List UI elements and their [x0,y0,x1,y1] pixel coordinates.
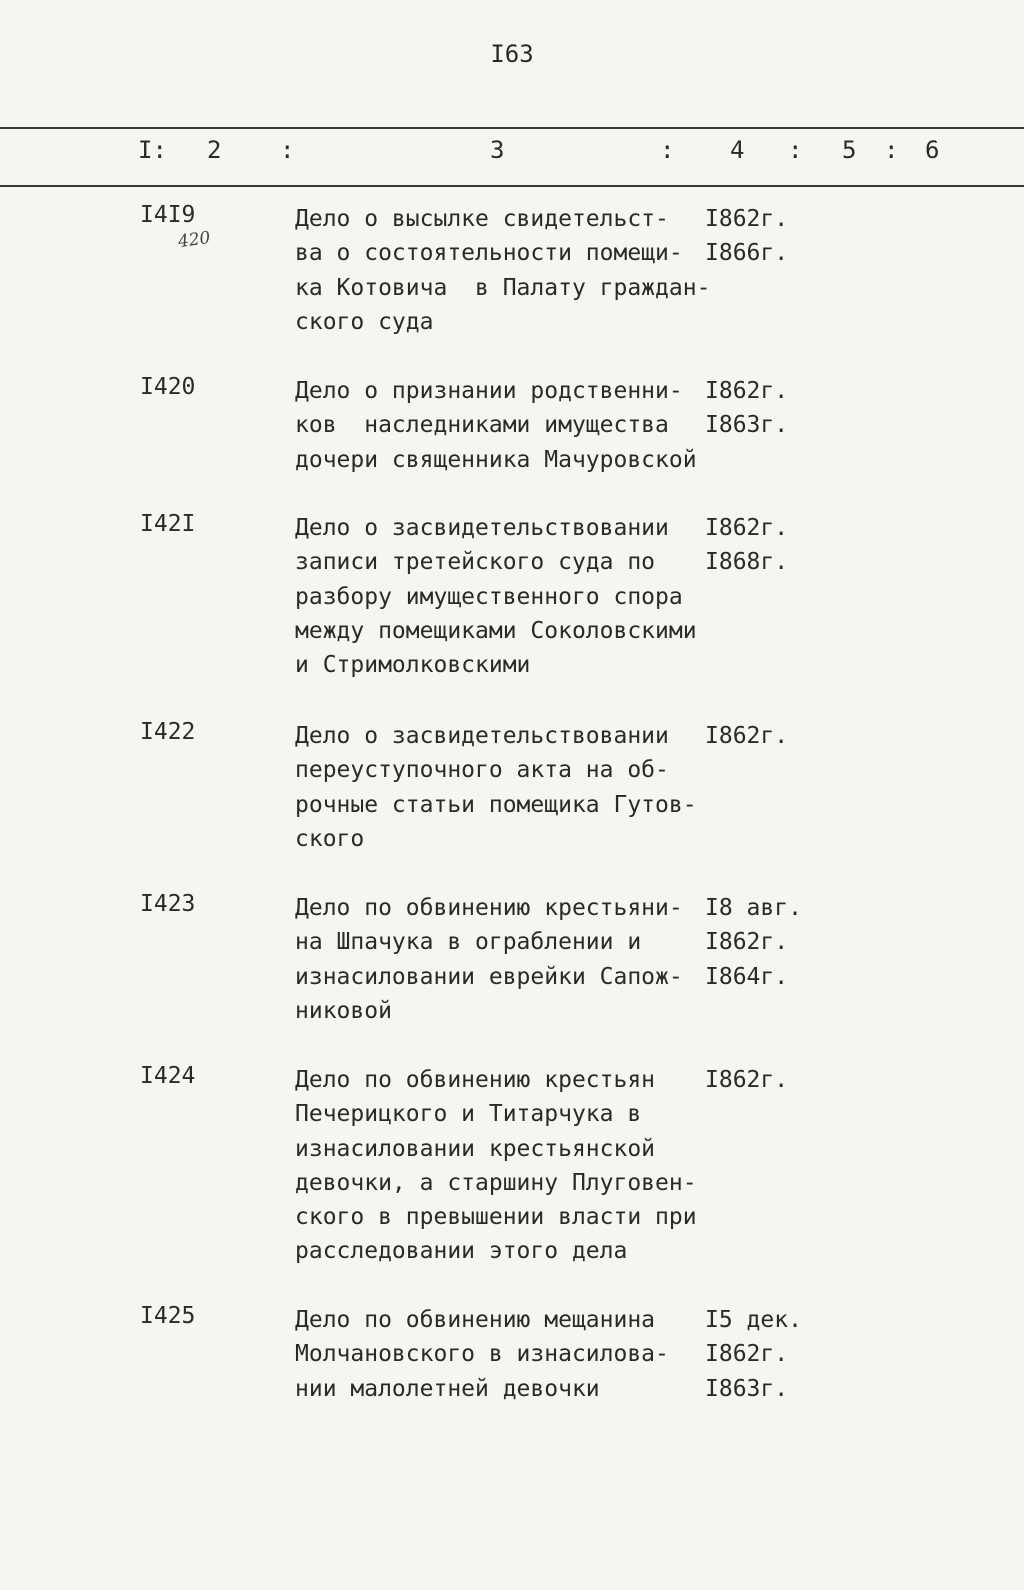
description-line: на Шпачука в ограблении и [295,929,642,956]
description-line: Дело по обвинению крестьян [295,1067,656,1093]
entry-number: I4I9 [140,202,196,228]
entry-description [295,374,715,477]
description-line: изнасиловании еврейки Сапож- [295,963,683,990]
entry-description [295,202,715,339]
column-header-4: 4 [730,136,745,164]
description-line: ского [295,825,365,852]
description-line: Дело о признании родственни- [295,378,683,404]
entry-description [295,1063,715,1269]
entry-description [295,719,715,856]
description-line: Дело о засвидетельствовании [295,723,669,749]
description-line: Дело о засвидетельствовании [295,515,669,541]
column-separator: : [884,136,899,164]
entry-description [295,511,715,682]
date-line: I868г. [705,549,789,576]
description-line: дочери священника Мачуровской [295,446,697,473]
entry-number: I424 [140,1063,196,1089]
column-header-5: 5 [842,136,857,164]
entry-description [295,1303,715,1406]
description-line: девочки, а старшину Плуговен- [295,1169,697,1196]
date-line: I5 дек. [705,1307,802,1333]
entry-dates [705,511,815,580]
entry-number: I42I [140,511,196,537]
description-line: Печерицкого и Титарчука в [295,1101,642,1128]
column-header-2: 2 [207,136,222,164]
description-line: ского суда [295,308,434,335]
date-line: I863г. [705,412,789,439]
entry-dates [705,1303,815,1406]
date-line: I862г. [705,1341,789,1368]
entry-dates [705,202,815,271]
date-line: I862г. [705,929,789,956]
description-line: Дело по обвинению мещанина [295,1307,656,1333]
entry-number: I425 [140,1303,196,1329]
date-line: I866г. [705,240,789,267]
column-separator: : [280,136,295,164]
entry-description [295,891,715,1028]
date-line: I863г. [705,1375,789,1402]
header-rule-top [0,127,1024,129]
entry-number: I422 [140,719,196,745]
date-line: I862г. [705,1067,789,1093]
column-header-3: 3 [490,136,505,164]
entry-dates [705,891,815,994]
entry-number: I420 [140,374,196,400]
date-line: I864г. [705,963,789,990]
description-line: никовой [295,997,392,1024]
description-line: ка Котовича в Палату граждан- [295,274,711,301]
column-header-6: 6 [925,136,940,164]
description-line: разбору имущественного спора [295,583,683,610]
date-line: I8 авг. [705,895,802,921]
column-separator: : [660,136,675,164]
column-header-1: I: [138,136,167,164]
description-line: Молчановского в изнасилова- [295,1341,669,1368]
header-rule-bottom [0,185,1024,187]
handwritten-margin-note: 420 [176,227,212,253]
description-line: и Стримолковскими [295,652,531,679]
description-line: ков наследниками имущества [295,412,669,439]
description-line: ского в превышении власти при [295,1204,697,1231]
description-line: ва о состоятельности помещи- [295,240,683,267]
page-number: I63 [490,40,534,68]
description-line: изнасиловании крестьянской [295,1135,656,1162]
date-line: I862г. [705,378,789,404]
description-line: между помещиками Соколовскими [295,617,697,644]
entry-number: I423 [140,891,196,917]
entry-dates [705,374,815,443]
column-separator: : [788,136,803,164]
description-line: Дело о высылке свидетельст- [295,206,669,232]
entry-dates [705,1063,815,1097]
date-line: I862г. [705,515,789,541]
description-line: переуступочного акта на об- [295,757,669,784]
description-line: рочные статьи помещика Гутов- [295,791,697,818]
date-line: I862г. [705,723,789,749]
entry-dates [705,719,815,753]
description-line: расследовании этого дела [295,1238,628,1265]
description-line: записи третейского суда по [295,549,656,576]
description-line: Дело по обвинению крестьяни- [295,895,683,921]
date-line: I862г. [705,206,789,232]
description-line: нии малолетней девочки [295,1375,600,1402]
